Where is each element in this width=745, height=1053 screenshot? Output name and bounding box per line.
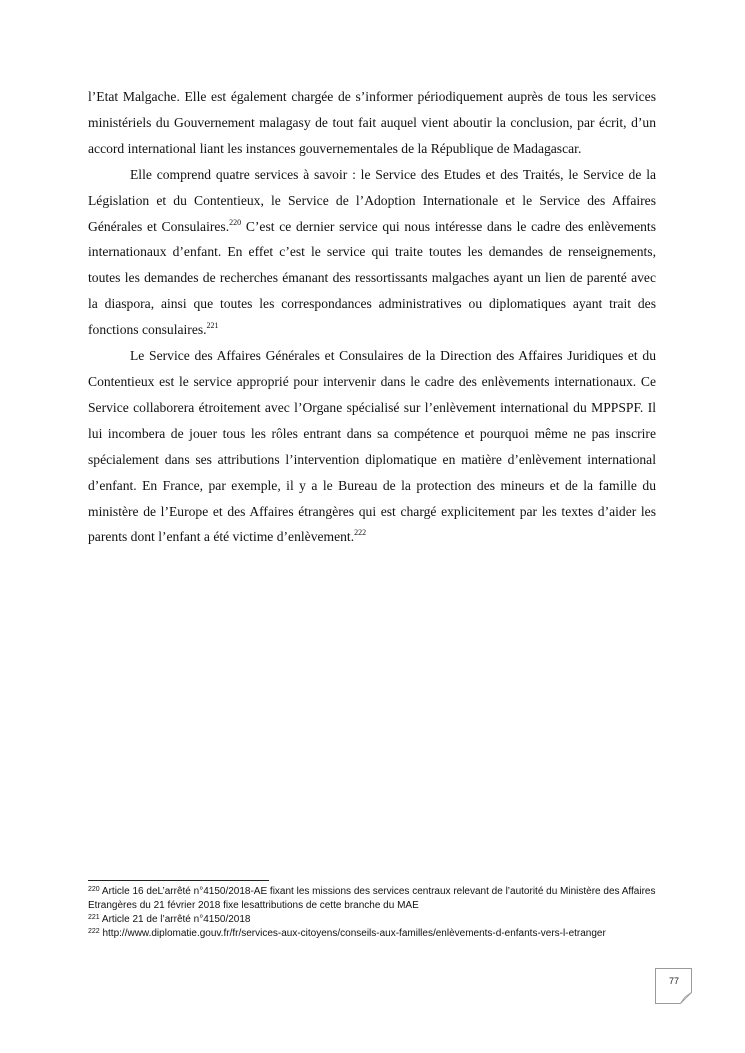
- body-text: [88, 84, 656, 550]
- paragraph-1: l’Etat Malgache. Elle est également chargée de s’informer périodiquement auprès de tous les services ministériels du Gouvernement malagasy de tout fait auquel vient aboutir la conclusion, par écrit, d’un accord international liant les instances gouvernementales de la République de Madagascar.: [88, 89, 656, 156]
- footnote-ref-221[interactable]: 221: [206, 321, 219, 331]
- footnote-link[interactable]: http://www.diplomatie.gouv.fr/fr/services-aux-citoyens/conseils-aux-familles/enlèvements-d-enfants-vers-l-etranger: [102, 928, 606, 939]
- paragraph-3: Le Service des Affaires Générales et Consulaires de la Direction des Affaires Juridiques et du Contentieux est le service approprié pour intervenir dans le cadre des enlèvements internationaux. Ce Service collaborera étroitement avec l’Organe spécialisé sur l’enlèvement international du MPPSPF. Il lui incombera de jouer tous les rôles entrant dans sa compétence et pourquoi même ne pas inscrire spécialement dans ses attributions l’intervention diplomatique en matière d’enlèvement international d’enfant. En France, par exemple, il y a le Bureau de la protection des mineurs et de la famille du ministère de l’Europe et des Affaires étrangères qui est chargé explicitement par les textes d’aider les parents dont l’enfant a été victime d’enlèvement.$^{222}$: [88, 348, 656, 545]
- footnote-221: $^{221}$ Article 21 de l’arrêté n°4150/2018: [88, 914, 251, 925]
- footnote-ref-222[interactable]: 222: [354, 528, 367, 538]
- footnote-ref-220[interactable]: 220: [229, 217, 242, 227]
- footnote-separator: [88, 880, 269, 881]
- page-number: 77: [668, 976, 679, 986]
- footnote-222: $^{222}$ http://www.diplomatie.gouv.fr/fr/services-aux-citoyens/conseils-aux-familles/enlèvements-d-enfants-vers-l-etranger: [88, 928, 606, 939]
- footnotes: [88, 885, 660, 941]
- page-number-box: [655, 968, 692, 1004]
- footnote-220: $^{220}$ Article 16 deL’arrêté n°4150/2018-AE fixant les missions des services centraux relevant de l’autorité du Ministère des Affaires Etrangères du 21 février 2018 fixe lesattributions de cette branche du MAE: [88, 886, 656, 911]
- paragraph-2: Elle comprend quatre services à savoir : le Service des Etudes et des Traités, le Service de la Législation et du Contentieux, le Service de l’Adoption Internationale et le Service des Affaires Générales et Consulaires.$^{220}$ C’est ce dernier service qui nous intéresse dans le cadre des enlèvements internationaux d’enfant. En effet c’est le service qui traite toutes les demandes de renseignements, toutes les demandes de recherches émanant des ressortissants malgaches ayant un lien de parenté avec la diaspora, ainsi que toutes les correspondances administratives ou diplomatiques ayant trait des fonctions consulaires.$^{221}$: [88, 166, 656, 338]
- page-curl-icon: [680, 992, 692, 1004]
